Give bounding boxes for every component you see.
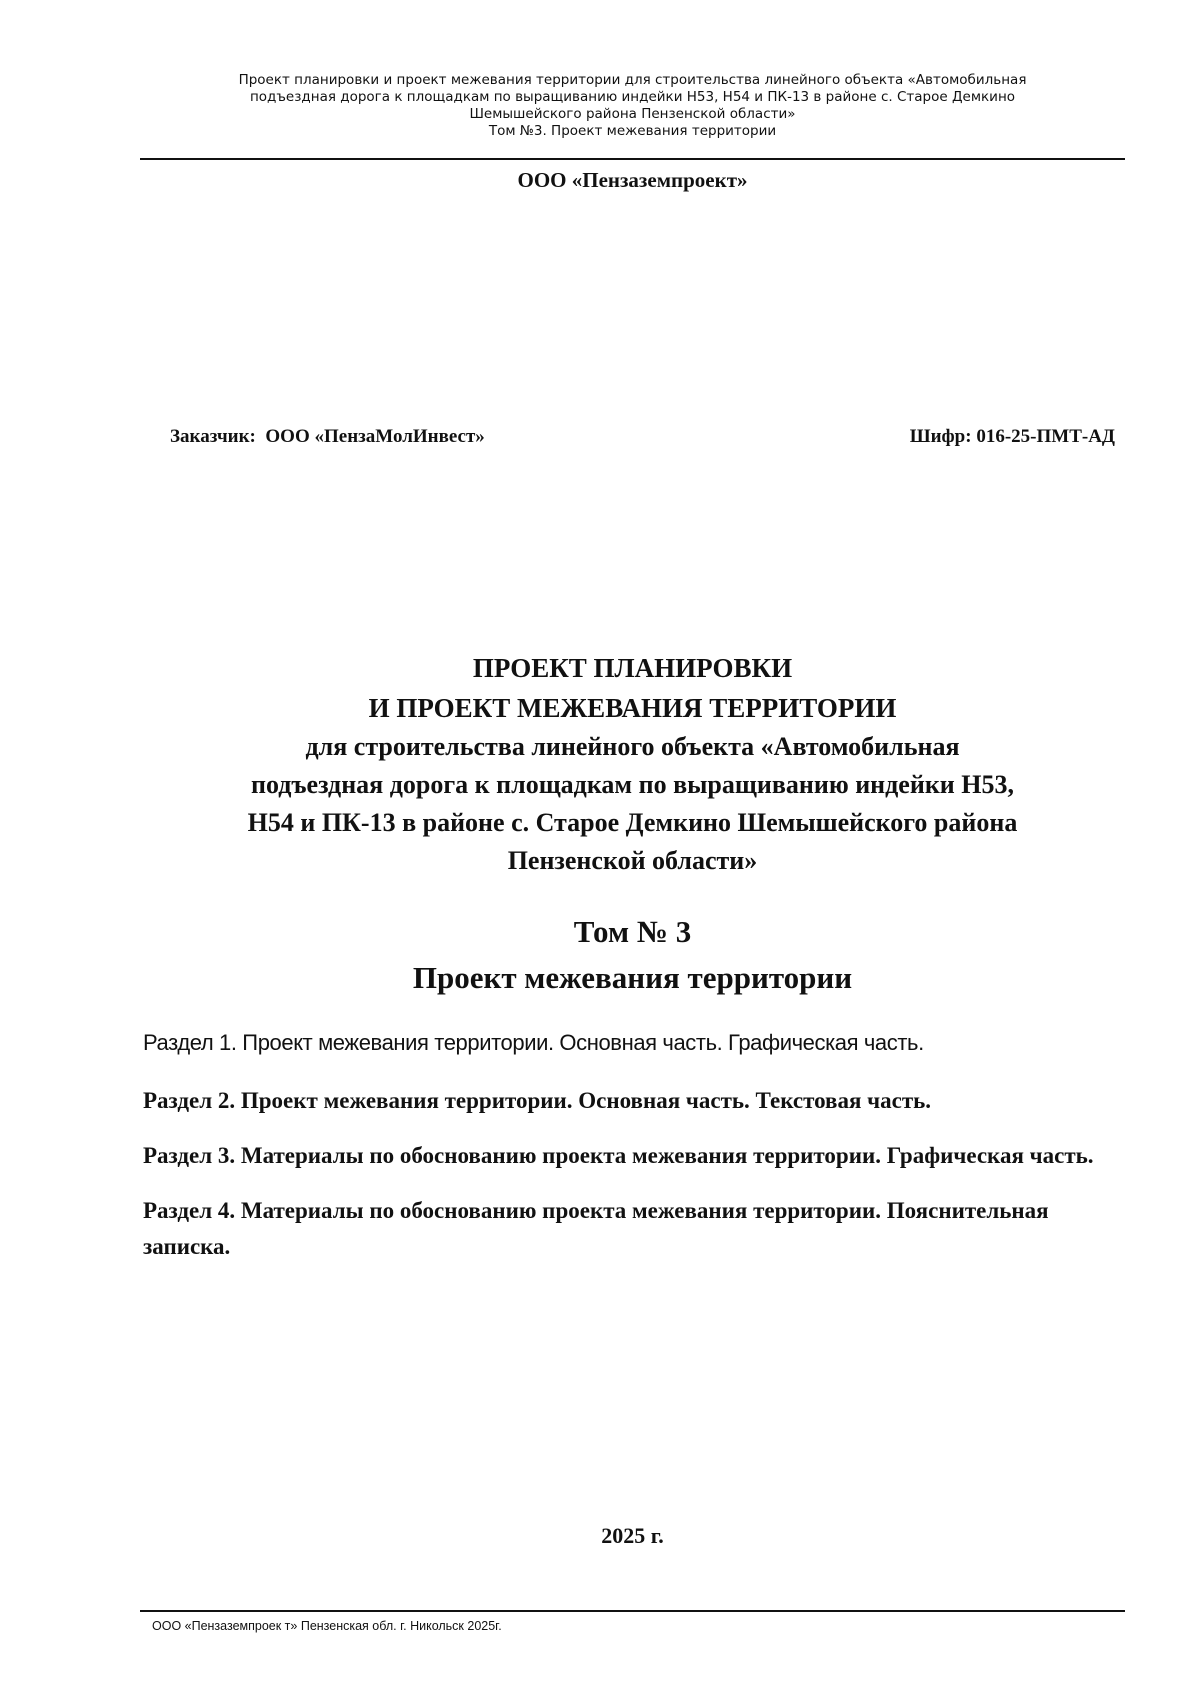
header-rule bbox=[140, 158, 1125, 160]
title-sub-line: для строительства линейного объекта «Автомобильная bbox=[305, 732, 960, 761]
section-list bbox=[143, 1025, 1103, 1284]
customer-label: Заказчик: bbox=[170, 426, 256, 447]
cipher-label: Шифр: bbox=[909, 426, 972, 447]
footer-rule bbox=[140, 1610, 1125, 1612]
cipher-value: 016-25-ПМТ-АД bbox=[976, 426, 1115, 447]
meta-row bbox=[170, 426, 1115, 448]
customer-name: ООО «ПензаМолИнвест» bbox=[265, 426, 485, 447]
title-sub-line: Н54 и ПК-13 в районе с. Старое Демкино Шемышейского района bbox=[247, 808, 1018, 837]
company-name: ООО «Пензаземпроект» bbox=[517, 168, 748, 192]
section-item: Раздел 4. Материалы по обоснованию проекта межевания территории. Пояснительная записка. bbox=[143, 1198, 1049, 1259]
running-header-line: Шемышейского района Пензенской области» bbox=[469, 106, 796, 122]
section-item: Раздел 1. Проект межевания территории. Основная часть. Графическая часть. bbox=[143, 1030, 924, 1055]
customer bbox=[170, 426, 485, 448]
title-sub-line: подъездная дорога к площадкам по выращиванию индейки Н53, bbox=[250, 770, 1015, 799]
section-item: Раздел 3. Материалы по обоснованию проекта межевания территории. Графическая часть. bbox=[143, 1143, 1094, 1168]
section-item: Раздел 2. Проект межевания территории. Основная часть. Текстовая часть. bbox=[143, 1088, 932, 1113]
running-header-line: Проект планировки и проект межевания территории для строительства линейного объекта «Автомобильная bbox=[238, 72, 1027, 88]
footer-text: ООО «Пензаземпроек т» Пензенская обл. г. Никольск 2025г. bbox=[152, 1619, 502, 1633]
year: 2025 г. bbox=[601, 1523, 664, 1548]
running-header-line: подъездная дорога к площадкам по выращиванию индейки Н53, Н54 и ПК-13 в районе с. Старое Демкино bbox=[249, 89, 1016, 105]
title-main-line: И ПРОЕКТ МЕЖЕВАНИЯ ТЕРРИТОРИИ bbox=[368, 693, 897, 723]
title-sub-line: Пензенской области» bbox=[507, 846, 758, 875]
running-header-line: Том №3. Проект межевания территории bbox=[488, 123, 777, 139]
running-header bbox=[140, 72, 1125, 140]
volume-heading bbox=[140, 909, 1125, 1001]
volume-name: Проект межевания территории bbox=[412, 960, 853, 995]
title-main-line: ПРОЕКТ ПЛАНИРОВКИ bbox=[472, 653, 793, 683]
volume-number: Том № 3 bbox=[573, 914, 692, 949]
cipher bbox=[910, 426, 1115, 448]
document-title bbox=[140, 648, 1125, 880]
